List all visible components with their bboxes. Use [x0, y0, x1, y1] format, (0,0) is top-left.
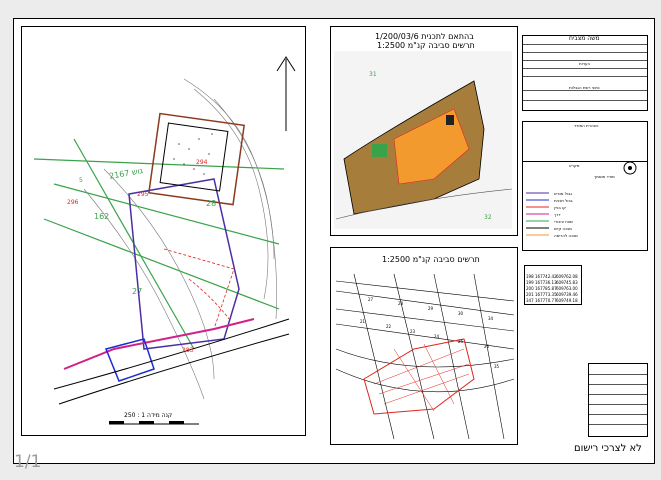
coord-id: 199 [526, 280, 534, 285]
plot-label: 2167 גוש [108, 166, 144, 181]
coord-y: 609762.08 [556, 274, 578, 279]
coord-id: 200 [526, 286, 534, 291]
plot-label: 5 [79, 177, 83, 184]
legend-item: דרך [554, 212, 561, 217]
legend-swatches [14, 19, 654, 463]
overlay-title-1: בהתאם לתכנית 1/200/03/6 [375, 32, 474, 41]
env-plot-number: 24 [434, 334, 440, 339]
env-plot-number: 22 [386, 324, 392, 329]
approval-grid [588, 363, 648, 437]
legend-item: גבול תכנית [554, 198, 573, 203]
not-for-registration: לא לצרכי רישום [574, 443, 642, 454]
env-plot-number: 30 [458, 311, 464, 316]
legend-item: מבנה להריסה [554, 233, 578, 238]
revision-title: הצהרת המודד [574, 123, 599, 128]
env-plot-number: 28 [398, 301, 404, 306]
env-plot-number: 26 [484, 344, 490, 349]
env-plot-number: 29 [428, 306, 434, 311]
legend-item: גבול מגרש [554, 191, 573, 196]
coord-x: 167736.13 [535, 280, 557, 285]
plot-label: 162 [94, 212, 110, 221]
coord-x: 167773.35 [535, 292, 557, 297]
plot-label: 296 [67, 199, 79, 206]
coord-y: 609745.83 [556, 280, 578, 285]
legend-item: מבנה קיים [554, 226, 572, 231]
env-plot-number: 34 [488, 316, 494, 321]
coord-y: 609749.18 [556, 298, 578, 303]
legend-item: קו בניין [554, 205, 566, 210]
env-plot-number: 27 [368, 297, 374, 302]
title-header: משה מצביח [569, 35, 600, 42]
plot-label: 294 [196, 159, 208, 166]
overlay-plot-number: 32 [484, 214, 492, 221]
overlay-plot-number: 31 [369, 71, 377, 78]
coord-x: 167742.42 [535, 274, 557, 279]
coord-x: 167770.77 [535, 298, 557, 303]
company-name: מודד מוסמך [594, 174, 615, 179]
coord-id: 198 [526, 274, 534, 279]
coord-x: 167785.87 [535, 286, 557, 291]
scale-caption: קנה מידה 1 : 250 [124, 412, 173, 419]
legend-title: מקרא [569, 163, 580, 168]
plot-label: 283 [182, 347, 194, 354]
page-indicator: 1/1 [14, 452, 42, 472]
overlay-title-2: תרשים סביבה קנ"מ 1:2500 [377, 41, 475, 50]
env-title: תרשים סביבה קנ"מ 1:2500 [382, 255, 480, 264]
legend-item: שטח ציבורי [554, 219, 574, 224]
plot-label: 28 [206, 199, 217, 208]
coord-y: 609763.00 [556, 286, 578, 291]
notes-title: הערות [579, 61, 591, 66]
restriction-title: נתוני רשת הגבלות [569, 85, 600, 90]
coord-id: 201 [526, 292, 534, 297]
plot-label: 27 [132, 287, 143, 296]
env-plot-number: 23 [410, 329, 416, 334]
plot-label: 295 [137, 191, 149, 198]
coord-id: 347 [526, 298, 534, 303]
env-plot-number: 21 [360, 319, 366, 324]
env-plot-number: 25 [458, 339, 464, 344]
coord-y: 609739.46 [556, 292, 578, 297]
drawing-sheet [13, 18, 655, 464]
env-plot-number: 35 [494, 364, 500, 369]
